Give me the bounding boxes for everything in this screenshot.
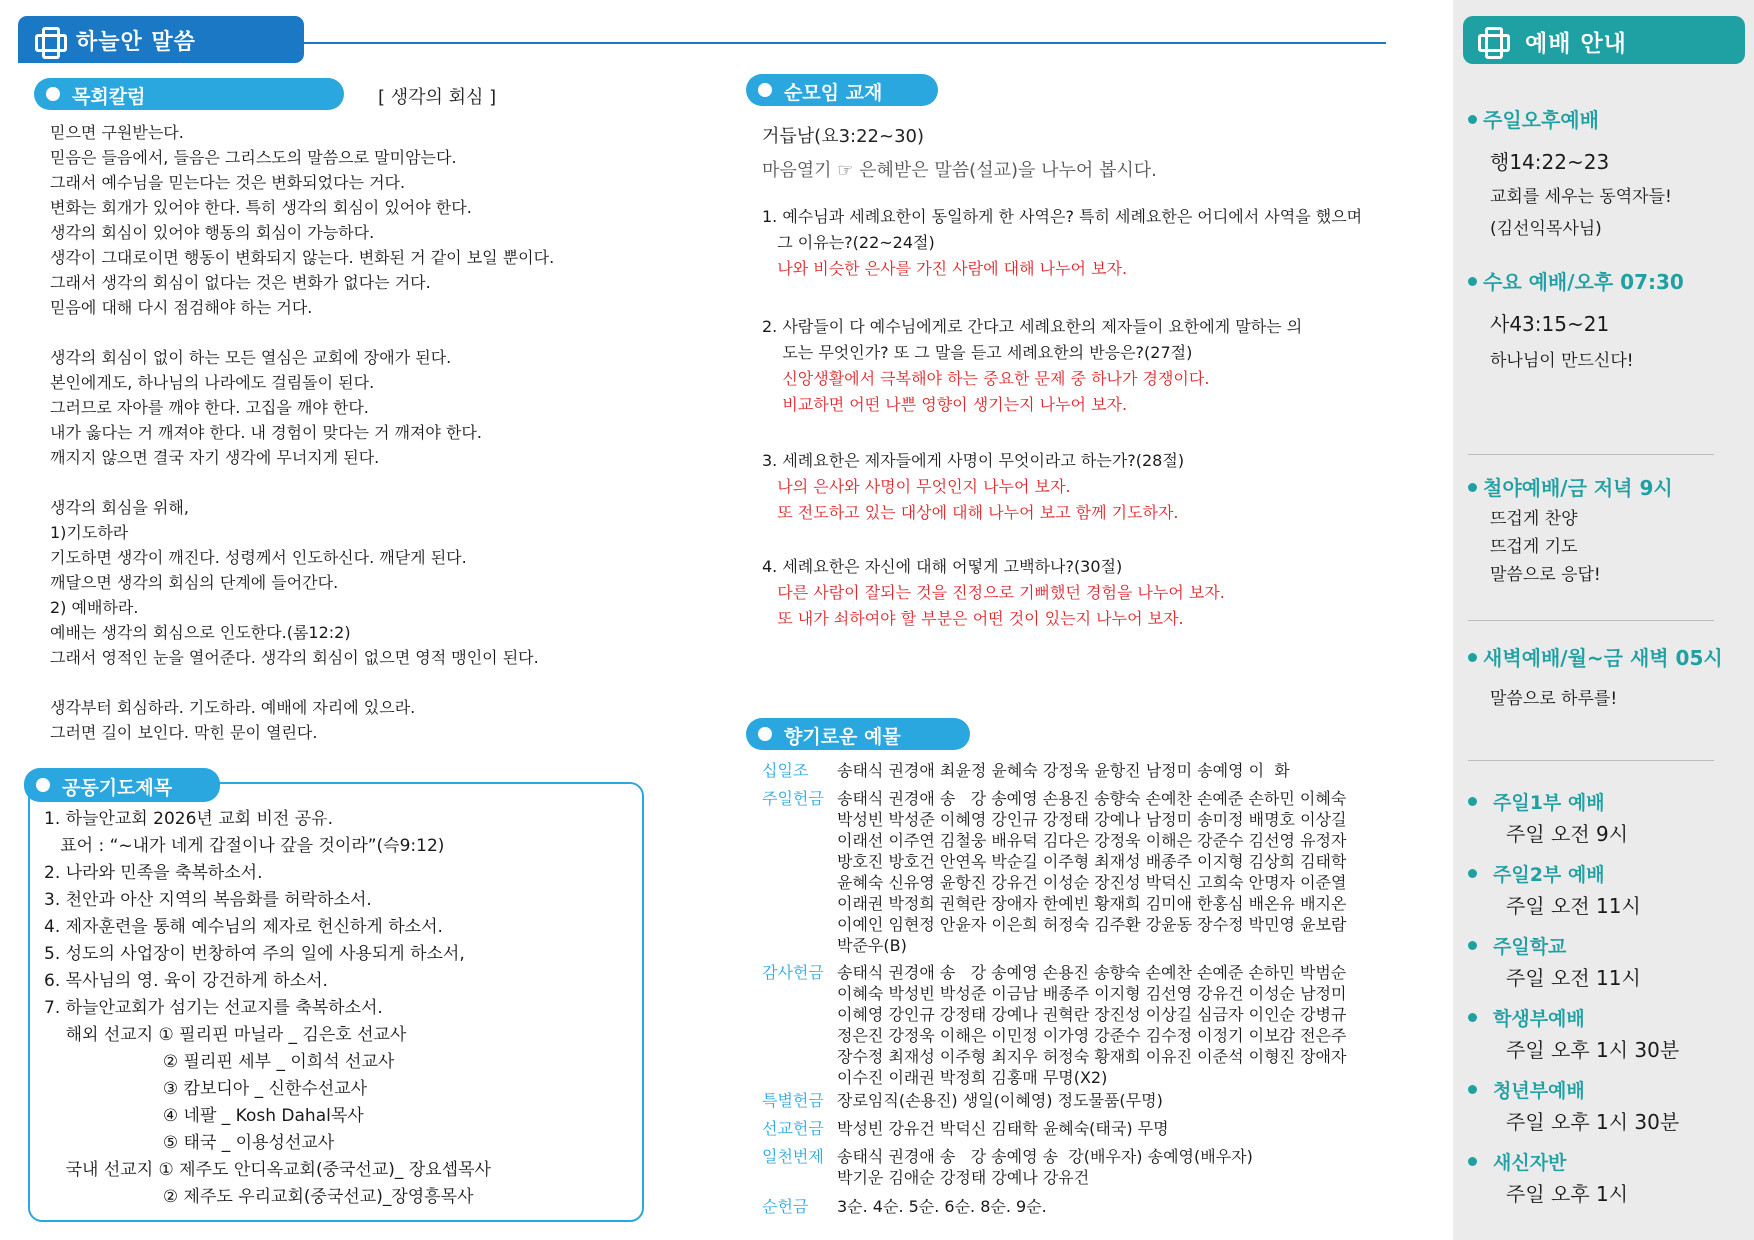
- question-line: 그 이유는?(22~24절): [762, 233, 935, 252]
- service-detail: 뜨겁게 기도: [1490, 537, 1578, 557]
- offering-name-line: 이혜영 강인규 강정태 강예나 권혁란 장진성 이상길 심금자 이인순 강병규: [837, 1005, 1347, 1024]
- service-detail: 하나님이 만드신다!: [1490, 351, 1634, 371]
- answer-prompt-line: 또 내가 쇠하여야 할 부분은 어떤 것이 있는지 나누어 보자.: [762, 609, 1184, 628]
- sidebar-title: 예배 안내: [1525, 31, 1627, 57]
- answer-prompt-line: 다른 사람이 잘되는 것을 진정으로 기뻐했던 경험을 나누어 보자.: [762, 583, 1225, 602]
- column-line: 본인에게도, 하나님의 나라에도 걸림돌이 된다.: [50, 373, 375, 392]
- offering-category: 순헌금: [762, 1197, 809, 1216]
- bullet-icon: [758, 727, 772, 741]
- prayer-item: 2. 나라와 민족을 축복하소서.: [44, 863, 263, 883]
- column-line: 깨달으면 생각의 회심의 단계에 들어간다.: [50, 573, 339, 592]
- prayer-item: ② 필리핀 세부 _ 이희석 선교사: [44, 1052, 395, 1072]
- bullet-icon: [1468, 941, 1477, 950]
- prayer-item: 국내 선교지 ① 제주도 안디옥교회(중국선교)_ 장요셉목사: [44, 1160, 491, 1180]
- offering-names: [837, 1196, 1047, 1217]
- column-line: 그러므로 자아를 깨야 한다. 고집을 깨야 한다.: [50, 398, 369, 417]
- prayer-item: 5. 성도의 사업장이 번창하여 주의 일에 사용되게 하소서,: [44, 944, 465, 964]
- offering-label-pill: [746, 718, 970, 750]
- offering-category: 특별헌금: [762, 1091, 824, 1110]
- prayer-label-pill: [24, 768, 220, 802]
- question-line: 1. 예수님과 세례요한이 동일하게 한 사역은? 특히 세례요한은 어디에서 사역을 했으며: [762, 207, 1363, 226]
- offering-name-line: 송태식 권경애 송 강 송예영 손용진 송향숙 손예찬 손예준 손하민 박범순: [837, 963, 1347, 982]
- offering-category: 선교헌금: [762, 1119, 824, 1138]
- study-passage: 거듭남(요3:22~30): [762, 126, 925, 147]
- column-line: 생각의 회심을 위해,: [50, 498, 189, 517]
- bullet-icon: [1468, 1085, 1477, 1094]
- main-header: [18, 16, 304, 63]
- prayer-item: ④ 네팔 _ Kosh Dahal목사: [44, 1106, 364, 1126]
- offering-name-line: 이래선 이주연 김철웅 배유덕 김다은 강정욱 이해은 강준수 김선영 유정자: [837, 831, 1347, 850]
- offering-name-line: 이수진 이래권 박정희 김홍매 무명(X2): [837, 1068, 1108, 1087]
- prayer-item: ② 제주도 우리교회(중국선교)_장영흥목사: [44, 1187, 474, 1207]
- prayer-item: ⑤ 태국 _ 이용성선교사: [44, 1133, 335, 1153]
- offering-names: [837, 1090, 1163, 1111]
- offering-name-line: 장수정 최재성 이주형 최지우 허정숙 황재희 이유진 이준석 이형진 장애자: [837, 1047, 1347, 1066]
- prayer-list: [44, 806, 491, 1211]
- question-line: 2. 사람들이 다 예수님에게로 간다고 세례요한의 제자들이 요한에게 말하는 의: [762, 317, 1303, 336]
- bullet-icon: [46, 87, 60, 101]
- column-line: 예배는 생각의 회심으로 인도한다.(롬12:2): [50, 623, 351, 642]
- schedule-time: 주일 오후 1시: [1506, 1182, 1629, 1206]
- column-label-pill: [34, 78, 344, 110]
- column-line: 생각의 회심이 없이 하는 모든 열심은 교회에 장애가 된다.: [50, 348, 452, 367]
- column-line: 기도하면 생각이 깨진다. 성령께서 인도하신다. 깨닫게 된다.: [50, 548, 467, 567]
- column-line: 믿으면 구원받는다.: [50, 123, 184, 142]
- study-question: [762, 448, 1184, 526]
- service-title-text: 주일오후예배: [1483, 108, 1599, 132]
- service-title: [1468, 472, 1673, 501]
- column-label: 목회칼럼: [72, 86, 146, 108]
- schedule-name-text: 청년부예배: [1493, 1080, 1585, 1102]
- schedule-time: 주일 오전 11시: [1506, 894, 1641, 918]
- schedule-name-text: 주일2부 예배: [1493, 864, 1605, 886]
- bullet-icon: [1468, 115, 1477, 124]
- sidebar-divider: [1468, 760, 1714, 761]
- prayer-item: 6. 목사님의 영. 육이 강건하게 하소서.: [44, 971, 328, 991]
- column-line: 그래서 영적인 눈을 열어준다. 생각의 회심이 없으면 영적 맹인이 된다.: [50, 648, 539, 667]
- service-detail: 뜨겁게 찬양: [1490, 509, 1578, 529]
- offering-names: [837, 760, 1290, 781]
- sidebar-divider: [1468, 620, 1714, 621]
- schedule-time: 주일 오전 11시: [1506, 966, 1641, 990]
- offering-label: 향기로운 예물: [784, 726, 901, 748]
- schedule-name-text: 주일학교: [1493, 936, 1567, 958]
- column-line: 1)기도하라: [50, 523, 129, 542]
- offering-name-line: 정은진 강정욱 이해은 이민정 이가영 강준수 김수정 이정기 이보감 전은주: [837, 1026, 1347, 1045]
- question-line: 3. 세례요한은 제자들에게 사명이 무엇이라고 하는가?(28절): [762, 451, 1185, 470]
- column-line: 변화는 회개가 있어야 한다. 특히 생각의 회심이 있어야 한다.: [50, 198, 472, 217]
- service-title-text: 수요 예배/오후 07:30: [1483, 270, 1684, 294]
- cross-icon: [1477, 26, 1505, 54]
- offering-name-line: 장로임직(손용진) 생일(이혜영) 정도물품(무명): [837, 1091, 1163, 1110]
- offering-category: 일천번제: [762, 1147, 824, 1166]
- offering-category: 주일헌금: [762, 789, 824, 808]
- study-label: 순모임 교재: [784, 82, 883, 104]
- column-line: [50, 670, 554, 695]
- column-line: 생각부터 회심하라. 기도하라. 예배에 자리에 있으라.: [50, 698, 416, 717]
- main-header-title: 하늘안 말씀: [76, 30, 196, 55]
- prayer-item: 7. 하늘안교회가 섬기는 선교지를 축복하소서.: [44, 998, 383, 1018]
- column-line: 생각의 회심이 있어야 행동의 회심이 가능하다.: [50, 223, 375, 242]
- prayer-label: 공동기도제목: [62, 777, 173, 799]
- offering-name-line: 송태식 권경애 최윤정 윤혜숙 강정욱 윤항진 남정미 송예영 이 화: [837, 761, 1290, 780]
- answer-prompt-line: 신앙생활에서 극복해야 하는 중요한 문제 중 하나가 경쟁이다.: [762, 369, 1210, 388]
- service-detail: 말씀으로 하루를!: [1490, 689, 1618, 709]
- offering-name-line: 박준우(B): [837, 936, 907, 955]
- study-label-pill: [746, 74, 938, 106]
- schedule-name: [1468, 860, 1605, 887]
- offering-name-line: 3순. 4순. 5순. 6순. 8순. 9순.: [837, 1197, 1047, 1216]
- offering-names: [837, 962, 1346, 1088]
- column-body: [50, 120, 554, 745]
- answer-prompt-line: 또 전도하고 있는 대상에 대해 나누어 보고 함께 기도하자.: [762, 503, 1179, 522]
- answer-prompt-line: 나의 은사와 사명이 무엇인지 나누어 보자.: [762, 477, 1071, 496]
- offering-name-line: 송태식 권경애 송 강 송예영 손용진 송향숙 손예찬 손예준 손하민 이혜숙: [837, 789, 1347, 808]
- offering-name-line: 박기운 김애순 강정태 강예나 강유건: [837, 1168, 1090, 1187]
- schedule-name-text: 새신자반: [1493, 1152, 1567, 1174]
- offering-name-line: 이예인 임현정 안윤자 이은희 허정숙 김주환 강윤동 장수정 박민영 윤보람: [837, 915, 1347, 934]
- question-line: 도는 무엇인가? 또 그 말을 듣고 세례요한의 반응은?(27절): [762, 343, 1193, 362]
- prayer-item: 표어 : “~내가 네게 갑절이나 갚을 것이라”(슥9:12): [44, 836, 445, 856]
- bullet-icon: [758, 83, 772, 97]
- offering-names: [837, 1118, 1169, 1139]
- offering-names: [837, 788, 1346, 956]
- service-detail: 교회를 세우는 동역자들!: [1490, 187, 1672, 207]
- column-line: 그러면 길이 보인다. 막힌 문이 열린다.: [50, 723, 318, 742]
- study-question: [762, 554, 1225, 632]
- question-line: 4. 세례요한은 자신에 대해 어떻게 고백하나?(30절): [762, 557, 1123, 576]
- column-line: 믿음에 대해 다시 점검해야 하는 거다.: [50, 298, 313, 317]
- service-title: [1468, 642, 1723, 671]
- service-title-text: 철야예배/금 저녁 9시: [1483, 476, 1673, 500]
- study-intro: 마음열기 ☞ 은혜받은 말씀(설교)을 나누어 봅시다.: [762, 160, 1157, 181]
- service-detail: 사43:15~21: [1490, 312, 1610, 336]
- offering-name-line: 윤혜숙 신유영 윤항진 강유건 이성순 장진성 박덕신 고희숙 안명자 이준열: [837, 873, 1347, 892]
- offering-name-line: 박성빈 강유건 박덕신 김태학 윤혜숙(태국) 무명: [837, 1119, 1169, 1138]
- bullet-icon: [1468, 483, 1477, 492]
- offering-category: 감사헌금: [762, 963, 824, 982]
- prayer-item: ③ 캄보디아 _ 신한수선교사: [44, 1079, 368, 1099]
- service-detail: (김선익목사님): [1490, 219, 1602, 239]
- schedule-time: 주일 오후 1시 30분: [1506, 1110, 1680, 1134]
- service-detail: 행14:22~23: [1490, 150, 1610, 174]
- schedule-name: [1468, 932, 1566, 959]
- bullet-icon: [1468, 797, 1477, 806]
- column-subtitle: [ 생각의 회심 ]: [378, 87, 497, 108]
- answer-prompt-line: 나와 비슷한 은사를 가진 사람에 대해 나누어 보자.: [762, 259, 1128, 278]
- study-question: [762, 314, 1302, 418]
- offering-name-line: 이혜숙 박성빈 박성준 이금남 배종주 이지형 김선영 강유건 이성순 남정미: [837, 984, 1347, 1003]
- schedule-name: [1468, 1004, 1585, 1031]
- schedule-name: [1468, 788, 1605, 815]
- bullet-icon: [1468, 1013, 1477, 1022]
- prayer-item: 3. 천안과 아산 지역의 복음화를 허락하소서.: [44, 890, 372, 910]
- header-divider: [300, 42, 1386, 44]
- column-line: [50, 470, 554, 495]
- column-line: 생각이 그대로이면 행동이 변화되지 않는다. 변화된 거 같이 보일 뿐이다.: [50, 248, 555, 267]
- service-title-text: 새벽예배/월~금 새벽 05시: [1483, 646, 1723, 670]
- column-line: 믿음은 들음에서, 들음은 그리스도의 말씀으로 말미암는다.: [50, 148, 457, 167]
- offering-category: 십일조: [762, 761, 809, 780]
- bullet-icon: [1468, 869, 1477, 878]
- offering-name-line: 박성빈 박성준 이혜영 강인규 강정태 강예나 남정미 송미정 배명호 이상길: [837, 810, 1347, 829]
- service-detail: 말씀으로 응답!: [1490, 565, 1601, 585]
- bullet-icon: [1468, 277, 1477, 286]
- offering-names: [837, 1146, 1253, 1188]
- service-title: [1468, 104, 1599, 133]
- offering-name-line: 이래권 박정희 권혁란 장애자 한예빈 황재희 김미애 한홍심 배온유 배지온: [837, 894, 1347, 913]
- study-question: [762, 204, 1362, 282]
- column-line: 그래서 예수님을 믿는다는 것은 변화되었다는 거다.: [50, 173, 406, 192]
- answer-prompt-line: 비교하면 어떤 나쁜 영향이 생기는지 나누어 보자.: [762, 395, 1128, 414]
- column-line: 2) 예배하라.: [50, 598, 139, 617]
- sidebar-header: [1463, 16, 1745, 64]
- schedule-time: 주일 오후 1시 30분: [1506, 1038, 1680, 1062]
- prayer-item: 1. 하늘안교회 2026년 교회 비전 공유.: [44, 809, 333, 829]
- bullet-icon: [1468, 1157, 1477, 1166]
- service-title: [1468, 266, 1684, 295]
- bullet-icon: [36, 778, 50, 792]
- sidebar-divider: [1468, 454, 1714, 455]
- column-line: 깨지지 않으면 결국 자기 생각에 무너지게 된다.: [50, 448, 380, 467]
- column-line: [50, 320, 554, 345]
- offering-name-line: 방호진 방호건 안연옥 박순길 이주형 최재성 배종주 이지형 김상희 김태학: [837, 852, 1347, 871]
- cross-icon: [34, 26, 62, 54]
- schedule-name: [1468, 1076, 1585, 1103]
- schedule-name: [1468, 1148, 1566, 1175]
- bullet-icon: [1468, 653, 1477, 662]
- schedule-name-text: 주일1부 예배: [1493, 792, 1605, 814]
- prayer-item: 4. 제자훈련을 통해 예수님의 제자로 헌신하게 하소서.: [44, 917, 443, 937]
- column-line: 그래서 생각의 회심이 없다는 것은 변화가 없다는 거다.: [50, 273, 431, 292]
- prayer-item: 해외 선교지 ① 필리핀 마닐라 _ 김은호 선교사: [44, 1025, 407, 1045]
- column-line: 내가 옳다는 거 깨져야 한다. 내 경험이 맞다는 거 깨져야 한다.: [50, 423, 482, 442]
- schedule-name-text: 학생부예배: [1493, 1008, 1585, 1030]
- offering-name-line: 송태식 권경애 송 강 송예영 송 강(배우자) 송예영(배우자): [837, 1147, 1253, 1166]
- schedule-time: 주일 오전 9시: [1506, 822, 1629, 846]
